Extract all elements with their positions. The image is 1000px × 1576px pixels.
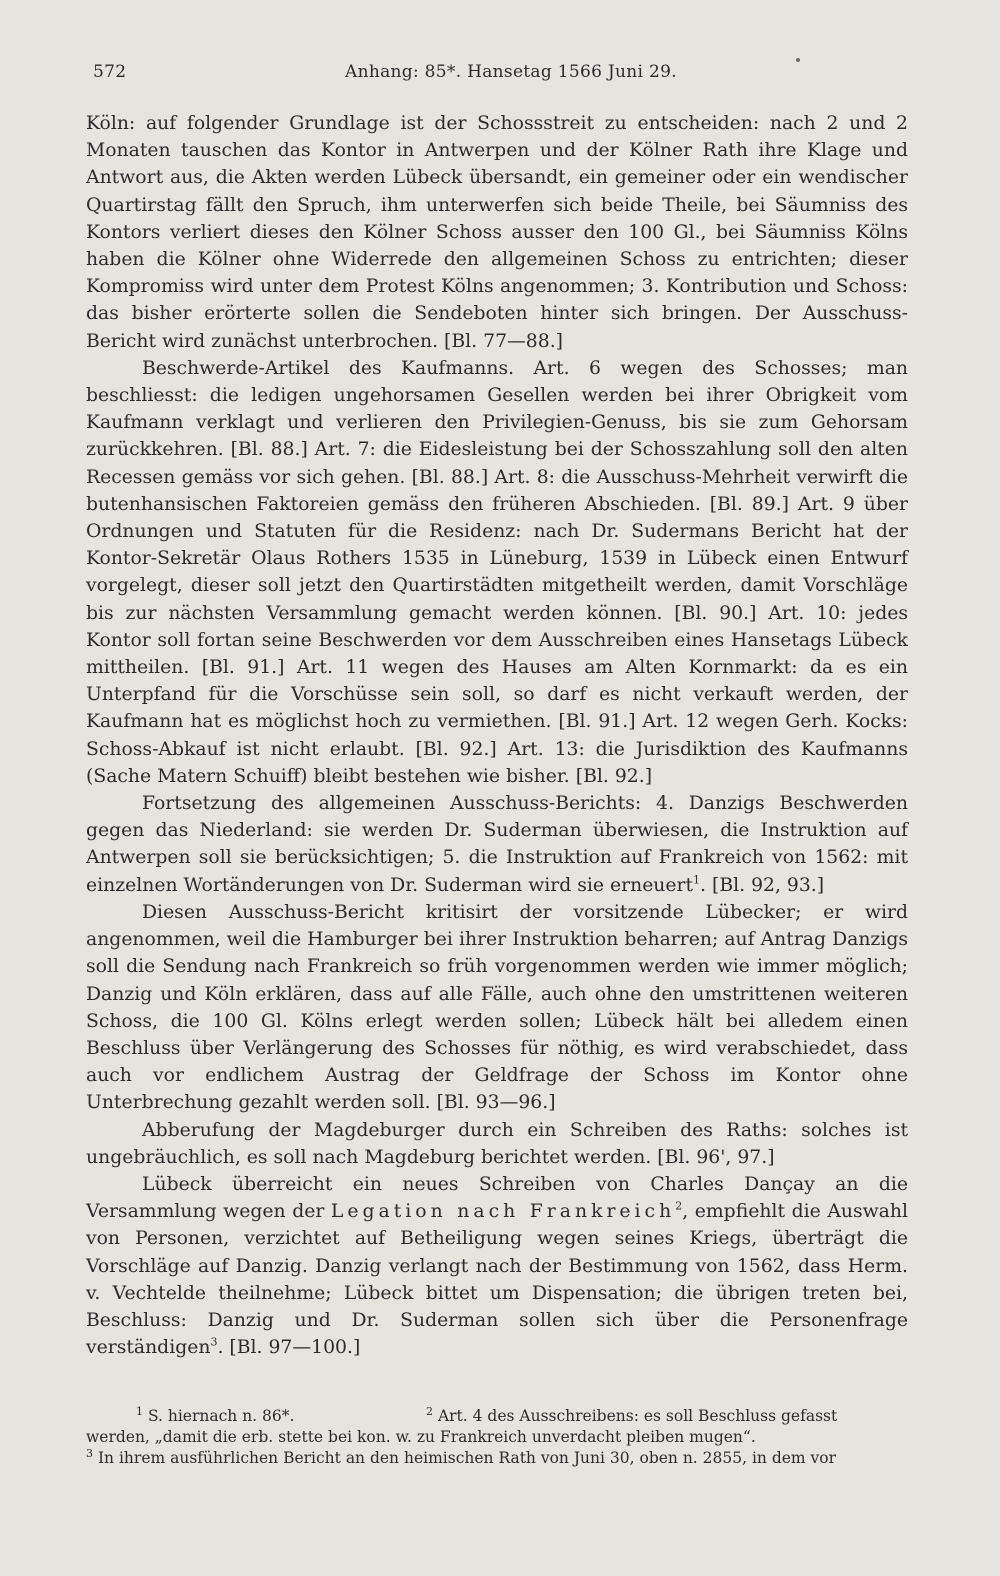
paragraph-6-mid: , empfiehlt die Auswahl von Personen, verzichtet auf Betheiligung wegen seines Kriegs, überträgt die Vorschläge auf Danzig. Danzig verlangt nach der Bestimmung von 1562, dass Herm. v. Vechtelde theilnehme; Lübeck bittet um Dispensation; die übrigen treten bei, Beschluss: Danzig und Dr. Suderman sollen sich über die Personenfrage verständigen xyxy=(86,1201,908,1359)
footnotes xyxy=(86,1406,908,1469)
paragraph-5: Abberufung der Magdeburger durch ein Schreiben des Raths: solches ist ungebräuchlich, es soll nach Magdeburg berichtet werden. [Bl. 96', 97.] xyxy=(86,1119,908,1168)
footnote-ref-1: 1 xyxy=(693,873,701,887)
paragraph-6-end: . [Bl. 97—100.] xyxy=(217,1337,361,1359)
footnote-3-text: In ihrem ausführlichen Bericht an den heimischen Rath von Juni 30, oben n. 2855, in dem vor xyxy=(97,1449,837,1467)
paragraph-3-text: Fortsetzung des allgemeinen Ausschuss-Berichts: 4. Danzigs Beschwerden gegen das Niederland: sie werden Dr. Suderman überwiesen, die Instruktion auf Antwerpen soll sie berücksichtigen; 5. die Instruktion auf Frankreich von 1562: mit einzelnen Wortänderungen von Dr. Suderman wird sie erneuert xyxy=(86,793,908,896)
body-text xyxy=(86,110,908,1361)
footnote-row-1 xyxy=(86,1406,908,1427)
footnote-ref-2: 2 xyxy=(675,1199,683,1213)
footnote-3-mark: 3 xyxy=(86,1446,93,1460)
footnote-1-mark: 1 xyxy=(136,1404,143,1418)
paragraph-3 xyxy=(86,790,908,899)
paragraph-1: Köln: auf folgender Grundlage ist der Schossstreit zu entscheiden: nach 2 und 2 Monaten tauschen das Kontor in Antwerpen und der Kölner Rath ihre Klage und Antwort aus, die Akten werden Lübeck übersandt, ein gemeiner oder ein wendischer Quartirstag fällt den Spruch, ihm unterwerfen sich beide Theile, bei Säumniss des Kontors verliert dieses den Kölner Schoss ausser den 100 Gl., bei Säumniss Kölns haben die Kölner ohne Widerrede den allgemeinen Schoss zu entrichten; dieser Kompromiss wird unter dem Protest Kölns angenommen; 3. Kontribution und Schoss: das bisher erörterte sollen die Sendeboten hinter sich bringen. Der Ausschuss-Bericht wird zunächst unterbrochen. [Bl. 77—88.] xyxy=(86,113,908,352)
footnote-2-continuation: werden, „damit die erb. stette bei kon. w. zu Frankreich unverdacht pleiben mugen“. xyxy=(86,1428,756,1446)
footnote-2-text: Art. 4 des Ausschreibens: es soll Beschluss gefasst xyxy=(437,1407,838,1425)
paragraph-2: Beschwerde-Artikel des Kaufmanns. Art. 6 wegen des Schosses; man beschliesst: die ledigen ungehorsamen Gesellen werden bei ihrer Obrigkeit vom Kaufmann verklagt und verlieren den Privilegien-Genuss, bis sie zum Gehorsam zurückkehren. [Bl. 88.] Art. 7: die Eidesleistung bei der Schosszahlung soll den alten Recessen gemäss vor sich gehen. [Bl. 88.] Art. 8: die Ausschuss-Mehrheit verwirft die butenhansischen Faktoreien gemäss den früheren Abschieden. [Bl. 89.] Art. 9 über Ordnungen und Statuten für die Residenz: nach Dr. Sudermans Bericht hat der Kontor-Sekretär Olaus Rothers 1535 in Lüneburg, 1539 in Lübeck einen Entwurf vorgelegt, dieser soll jetzt den Quartirstädten mitgetheilt werden, damit Vorschläge bis zur nächsten Versammlung gemacht werden können. [Bl. 90.] Art. 10: jedes Kontor soll fortan seine Beschwerden vor dem Ausschreiben eines Hansetags Lübeck mittheilen. [Bl. 91.] Art. 11 wegen des Hauses am Alten Kornmarkt: da es ein Unterpfand für die Vorschüsse sein soll, so darf es nicht verkauft werden, der Kaufmann hat es möglichst hoch zu vermiethen. [Bl. 91.] Art. 12 wegen Gerh. Kocks: Schoss-Abkauf ist nicht erlaubt. [Bl. 92.] Art. 13: die Jurisdiktion des Kaufmanns (Sache Matern Schuiff) bleibt bestehen wie bisher. [Bl. 92.] xyxy=(86,357,908,787)
footnote-1-text: S. hiernach n. 86*. xyxy=(147,1407,295,1425)
running-head: Anhang: 85*. Hansetag 1566 Juni 29. xyxy=(345,62,677,82)
footnote-1 xyxy=(136,1406,294,1427)
footnote-2-mark: 2 xyxy=(426,1404,433,1418)
paragraph-6-start: Lübeck überreicht ein neues Schreiben von Charles Dançay an die Versammlung wegen der xyxy=(86,1173,908,1223)
spaced-phrase: Legation nach Frankreich xyxy=(330,1201,676,1223)
footnote-2 xyxy=(426,1406,908,1427)
ink-speck xyxy=(796,58,800,62)
paragraph-4: Diesen Ausschuss-Bericht kritisirt der vorsitzende Lübecker; er wird angenommen, weil die Hamburger bei ihrer Instruktion beharren; auf Antrag Danzigs soll die Sendung nach Frankreich so früh vorgenommen werden wie immer möglich; Danzig und Köln erklären, dass auf alle Fälle, auch ohne den umstrittenen weiteren Schoss, die 100 Gl. Kölns erlegt werden sollen; Lübeck hält bei alledem einen Beschluss über Verlängerung des Schosses für nöthig, es wird verabschiedet, dass auch vor endlichem Austrag der Geldfrage der Schoss im Kontor ohne Unterbrechung gezahlt werden soll. [Bl. 93—96.] xyxy=(86,901,908,1114)
paragraph-3-end: . [Bl. 92, 93.] xyxy=(700,874,825,896)
footnote-3 xyxy=(86,1448,908,1469)
footnote-ref-3: 3 xyxy=(210,1335,218,1349)
paragraph-6 xyxy=(86,1171,908,1361)
page-number: 572 xyxy=(93,62,127,82)
